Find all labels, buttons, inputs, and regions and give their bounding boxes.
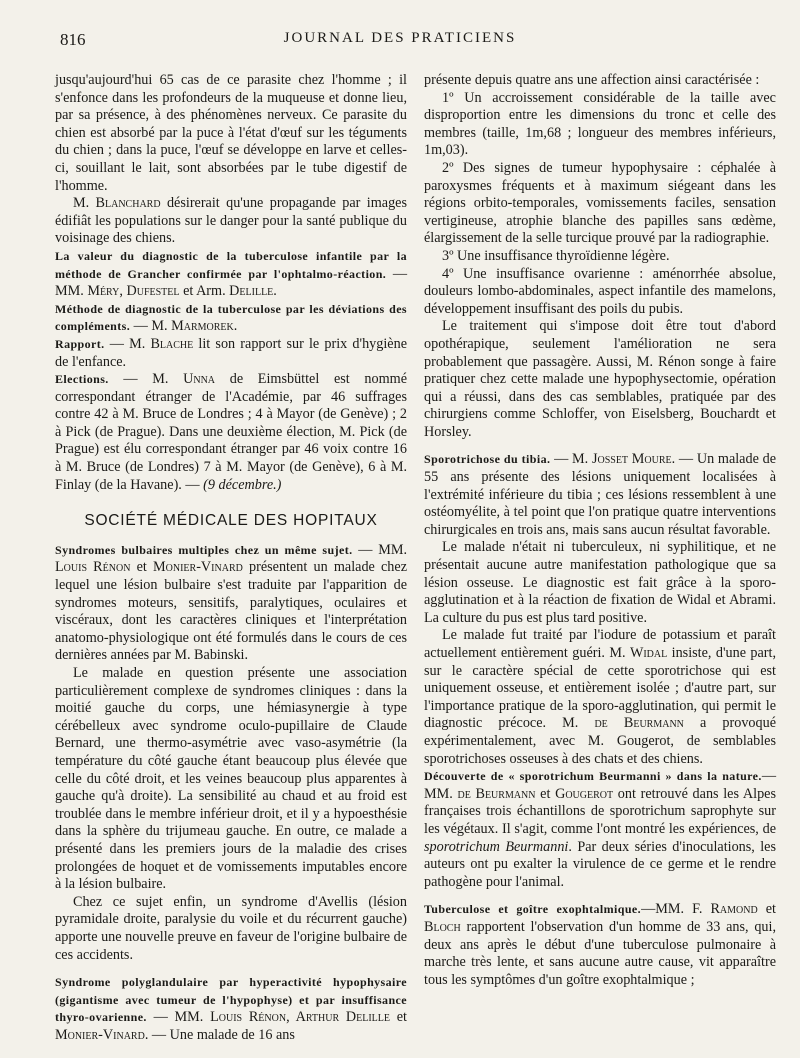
abstract-heading: Syndromes bulbaires multiples chez un même sujet. xyxy=(55,542,353,557)
abstract-heading: Sporotrichose du tibia. xyxy=(424,452,551,467)
abstract-item: Découverte de « sporotrichum Beurmanni » dans la nature.—MM. de Beurmann et Gougerot ont retrouvé dans les Alpes françaises trois échantillons de sporotrichum saprophyte sur les végétaux. Il s'agit, comme l'ont montré les expériences, de sporotrichum Beurmanni. Par deux séries d'inoculations, les auteurs ont pu exalter la virulence de ce germe et le rendre pathogène pour l'animal. xyxy=(424,768,776,890)
abstract-item: La valeur du diagnostic de la tuberculose infantile par la méthode de Grancher confirmée par l'ophtalmo-réaction. — MM. Méry, Dufestel et Arm. Delille. xyxy=(55,248,408,300)
paragraph: jusqu'aujourd'hui 65 cas de ce parasite chez l'homme ; il s'enfonce dans les profondeurs de la muqueuse et donne lieu, par sa présence, à des phénomènes nerveux. Ce parasite du chien est absorbé par la puce à l'état d'œuf sur les téguments du chien ; dans la puce, l'œuf se développe en larve et celles-ci, souillant le lait, sont absorbées par le tube digestif de l'homme. xyxy=(55,72,407,194)
abstract-item: Syndrome polyglandulaire par hyperactivité hypophysaire (gigantisme avec tumeur de l'hypophyse) et par insuffisance thyro-ovarienne. — MM. Louis Rénon, Arthur Delille et Monier-Vinard. — Une malade de 16 ans xyxy=(55,975,407,1043)
abstract-item: Sporotrichose du tibia. — M. Josset Moure. — Un malade de 55 ans présente des lésions uniquement localisées à l'extrémité inférieure du tibia ; ces lésions ressemblent à une ostéomyélite, à tel point que l'on pratique quatre interventions chirurgicales en trois ans, mais sans aucun résultat favorable. xyxy=(424,451,777,538)
abstract-heading: Méthode de diagnostic de la tuberculose par les déviations des compléments. xyxy=(55,301,407,334)
abstract-item: Elections. — M. Unna de Eimsbüttel est nommé correspondant étranger de l'Académie, par 46 suffrages contre 42 à M. Bruce de Londres ; 4 à Mayor (de Genève) ; 2 à Pick (de Prague). Dans une deuxième élection, M. Pick (de Prague) est élu correspondant étranger par 46 voix contre 16 à M. Bruce (de Londres) 7 à M. Mayor (de Genève), 6 à M. Finlay (de la Havane). — (9 décembre.) xyxy=(55,371,407,493)
abstract-heading: Rapport. xyxy=(55,336,105,351)
paragraph: 3º Une insuffisance thyroïdienne légère. xyxy=(442,247,670,264)
paragraph: 1º Un accroissement considérable de la taille avec disproportion entre les dimensions du tronc et celle des membres (taille, 1m,68 ; longueur des membres inférieurs, 1m,03). xyxy=(424,89,776,159)
section-title: SOCIÉTÉ MÉDICALE DES HOPITAUX xyxy=(84,512,378,530)
abstract-heading: Découverte de « sporotrichum Beurmanni » dans la nature. xyxy=(424,769,762,784)
abstract-heading: Elections. xyxy=(55,372,109,387)
abstract-item: Rapport. — M. Blache lit son rapport sur le prix d'hygiène de l'enfance. xyxy=(55,335,407,370)
abstract-heading: Tuberculose et goître exophtalmique. xyxy=(424,902,642,917)
page-number: 816 xyxy=(60,30,86,49)
paragraph: 2º Des signes de tumeur hypophysaire : céphalée à paroxysmes fréquents et à maximum siégeant dans les régions orbito-temporales, vomissements faciles, sensation vertigineuse, atrophie blanche des papilles sans œdème, élargissement de la selle turcique prouvé par la radiographie. xyxy=(424,159,776,247)
paragraph: Le malade fut traité par l'iodure de potassium et paraît actuellement entièrement guéri. M. Widal insiste, d'une part, sur le caractère spécial de cette sporotrichose qui est uniquement osseuse, et entièrement isolée ; d'autre part, sur l'importance pratique de la sporo-agglutination, qui permit le diagnostic précoce. M. de Beurmann a provoqué expérimentalement, avec M. Gougerot, de semblables sporotrichoses osseuses à des chats et des chiens. xyxy=(424,627,777,767)
left-column xyxy=(55,72,407,1044)
journal-title: JOURNAL DES PRATICIENS xyxy=(283,30,517,46)
abstract-heading: La valeur du diagnostic de la tuberculose infantile par la méthode de Grancher confirmée par l'ophtalmo-réaction. xyxy=(55,248,407,281)
paragraph: Le traitement qui s'impose doit être tout d'abord opothérapique, seulement l'amélioration ne sera probablement que passagère. Aussi, M. Rénon songe à faire pratiquer chez cette malade une hypophysectomie, opération qui a réussi, dans des cas semblables, pratiquée par des chirurgiens comme Schloffer, von Eiselsberg, Bouchardt et Horsley. xyxy=(424,318,776,440)
paragraph: Le malade en question présente une association particulièrement complexe de syndromes cliniques : dans la moitié gauche du corps, une hémiasynergie à type cérébelleux avec syndrome oculo-pupillaire de Claude Bernard, une thermo-asymétrie avec vaso-asymétrie (la température du côté gauche étant beaucoup plus élevée que celle du côté droit, et les veines beaucoup plus apparentes à gauche qu'à droite). La sensibilité au chaud et au froid est troublée dans le membre inférieur droit, et il y a hypoesthésie dans la sphère du trijumeau gauche. En outre, ce malade a présenté dans les premiers jours de la maladie des crises prolongées de hoquet et de vomissements imputables encore à la lésion bulbaire. xyxy=(55,665,407,893)
abstract-item: Méthode de diagnostic de la tuberculose par les déviations des compléments. — M. Marmorek. xyxy=(55,301,407,335)
abstract-heading: Syndrome polyglandulaire par hyperactivité hypophysaire (gigantisme avec tumeur de l'hypophyse) et par insuffisance thyro-ovarienne. xyxy=(55,975,407,1025)
paragraph: 4º Une insuffisance ovarienne : aménorrhée absolue, douleurs lombo-abdominales, aspect infantile des mamelons, développement insuffisant des poils du pubis. xyxy=(424,265,776,317)
paragraph: Chez ce sujet enfin, un syndrome d'Avellis (lésion pyramidale droite, paralysie du voile et du récurrent gauche) apporte une nouvelle preuve en faveur de l'origine bulbaire de ces accidents. xyxy=(55,893,407,963)
abstract-item: Syndromes bulbaires multiples chez un même sujet. — MM. Louis Rénon et Monier-Vinard présentent un malade chez lequel une lésion bulbaire s'est traduite par l'apparition de syndromes moteurs, sensitifs, paralytiques, oculaires et viscéraux, dont les caractères cliniques et l'interprétation anatomo-physiologique ont été formulés dans le cours de ces dernières années par M. Babinski. xyxy=(55,541,407,664)
paragraph: M. Blanchard désirerait qu'une propagande par images édifiât les populations sur le danger pour la santé publique du voisinage des chiens. xyxy=(55,195,407,247)
right-column xyxy=(424,72,776,989)
abstract-item: Tuberculose et goître exophtalmique.—MM. F. Ramond et Bloch rapportent l'observation d'un homme de 33 ans, qui, deux ans après le début d'une tuberculose pulmonaire à marche très lente, et sans aucune autre cause, vit apparaître tous les symptômes d'un goître exophtalmique ; xyxy=(424,901,777,988)
page-header xyxy=(60,30,740,52)
paragraph: présente depuis quatre ans une affection ainsi caractérisée : xyxy=(424,72,760,88)
paragraph: Le malade n'était ni tuberculeux, ni syphilitique, et ne présentait aucune autre manifestation pathologique que sa lésion osseuse. Le diagnostic est fait grâce à la sporo-agglutination et à la réaction de fixation de Widal et Abrami. La culture du pus est plus tard positive. xyxy=(424,539,776,626)
